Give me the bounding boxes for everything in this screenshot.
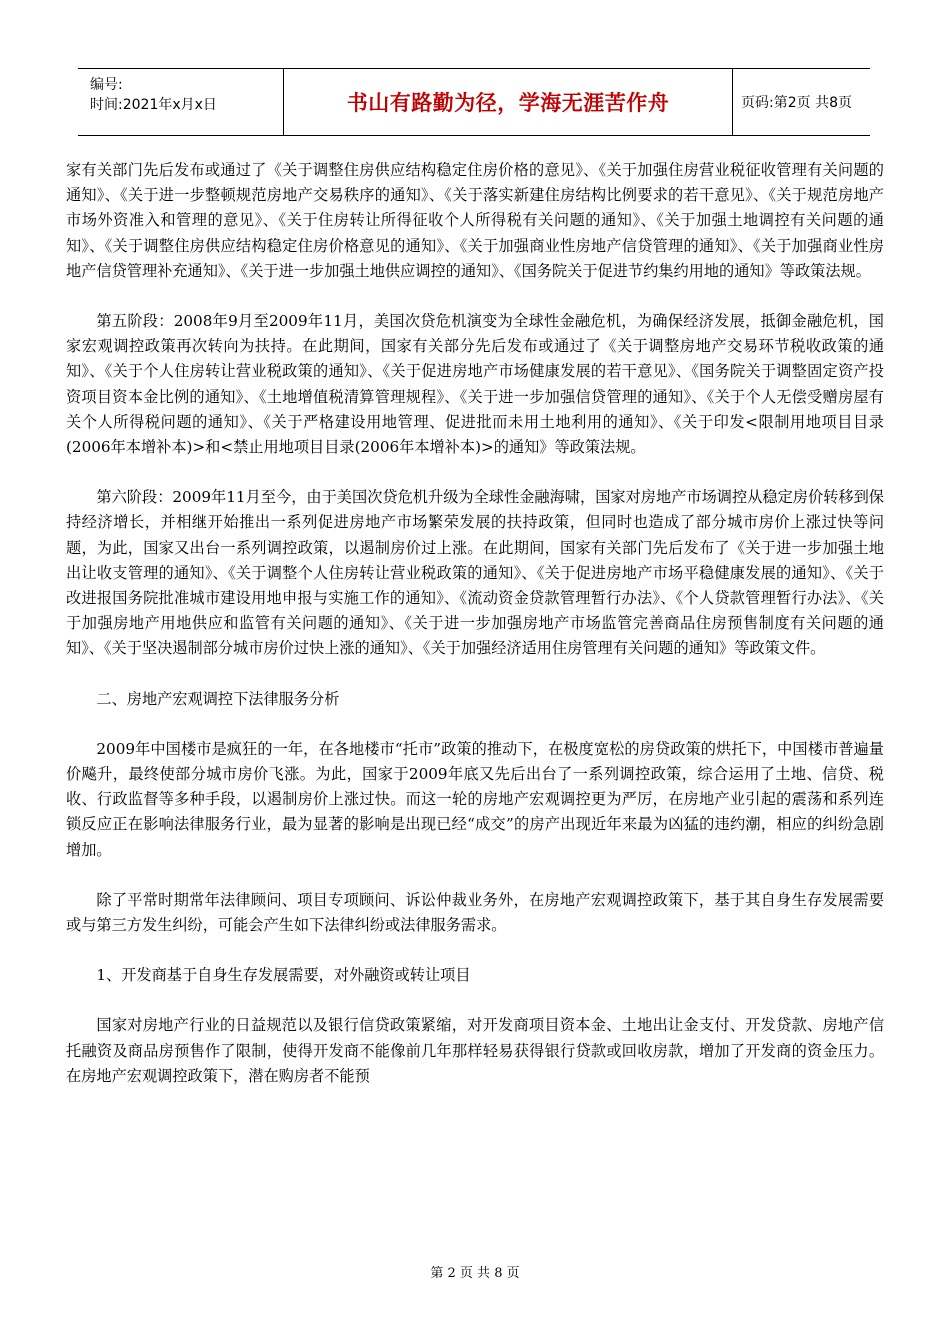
paragraph-financing: 国家对房地产行业的日益规范以及银行信贷政策紧缩，对开发商项目资本金、土地出让金支付、开发贷款、房地产信托融资及商品房预售作了限制，使得开发商不能像前几年那样轻易获得银行贷款或回收房款，增加了开发商的资金压力。在房地产宏观调控政策下，潜在购房者不能预: [66, 1016, 884, 1085]
header-motto: 书山有路勤为径，学海无涯苦作舟: [346, 91, 670, 115]
paragraph-stage-5: 第五阶段：2008年9月至2009年11月，美国次贷危机演变为全球性金融危机，为确保经济发展，抵御金融危机，国家宏观调控政策再次转向为扶持。在此期间，国家有关部分先后发布或通过了《关于调整房地产交易环节税收政策的通知》、《关于个人住房转让营业税政策的通知》、《关于促进房地产市场健康发展的若干意见》、《国务院关于调整固定资产投资项目资本金比例的通知》、《土地增值税清算管理规程》、《关于进一步加强信贷管理的通知》、《关于个人无偿受赠房屋有关个人所得税问题的通知》、《关于严格建设用地管理、促进批而未用土地利用的通知》、《关于印发<限制用地项目目录(2006年本增补本)>和<禁止用地项目目录(2006年本增补本)>的通知》等政策法规。: [66, 312, 884, 457]
paragraph-legal-demand: 除了平常时期常年法律顾问、项目专项顾问、诉讼仲裁业务外，在房地产宏观调控政策下，基于其自身生存发展需要或与第三方发生纠纷，可能会产生如下法律纠纷或法律服务需求。: [66, 890, 884, 935]
document-time-label: 时间:2021年x月x日: [90, 97, 217, 113]
page-footer: 第 2 页 共 8 页: [430, 1266, 520, 1281]
paragraph-2009-market: 2009年中国楼市是疯狂的一年，在各地楼市“托市”政策的推动下，在极度宽松的房贷政策的烘托下，中国楼市普遍量价飚升，最终使部分城市房价飞涨。为此，国家于2009年底又先后出台了一系列调控政策，综合运用了土地、信贷、税收、行政监督等多种手段，以遏制房价上涨过快。而这一轮的房地产宏观调控更为严厉，在房地产业引起的震荡和系列连锁反应正在影响法律服务行业，最为显著的影响是出现已经“成交”的房产出现近年来最为凶猛的违约潮，相应的纠纷急剧增加。: [66, 739, 884, 859]
section-heading: 二、房地产宏观调控下法律服务分析: [96, 689, 340, 708]
document-body: [66, 158, 884, 1089]
document-number-label: 编号:: [90, 77, 123, 93]
paragraph-stage-6: 第六阶段：2009年11月至今，由于美国次贷危机升级为全球性金融海啸，国家对房地产市场调控从稳定房价转移到保持经济增长，并相继开始推出一系列促进房地产市场繁荣发展的扶持政策，但同时也造成了部分城市房价上涨过快等问题，为此，国家又出台一系列调控政策，以遏制房价过上涨。在此期间，国家有关部门先后发布了《关于进一步加强土地出让收支管理的通知》、《关于调整个人住房转让营业税政策的通知》、《关于促进房地产市场平稳健康发展的通知》、《关于改进报国务院批准城市建设用地申报与实施工作的通知》、《流动资金贷款管理暂行办法》、《个人贷款管理暂行办法》、《关于加强房地产用地供应和监管有关问题的通知》、《关于进一步加强房地产市场监管完善商品住房预售制度有关问题的通知》、《关于坚决遏制部分城市房价过快上涨的通知》、《关于加强经济适用住房管理有关问题的通知》等政策文件。: [66, 488, 884, 658]
subsection-heading-1: 1、开发商基于自身生存发展需要，对外融资或转让项目: [96, 966, 471, 985]
header-motto-cell: [283, 69, 733, 135]
header-page-cell: [733, 69, 870, 135]
paragraph-1: 家有关部门先后发布或通过了《关于调整住房供应结构稳定住房价格的意见》、《关于加强住房营业税征收管理有关问题的通知》、《关于进一步整顿规范房地产交易秩序的通知》、《关于落实新建住房结构比例要求的若干意见》、《关于规范房地产市场外资准入和管理的意见》、《关于住房转让所得征收个人所得税有关问题的通知》、《关于加强土地调控有关问题的通知》、《关于调整住房供应结构稳定住房价格意见的通知》、《关于加强商业性房地产信贷管理的通知》、《关于加强商业性房地产信贷管理补充通知》、《关于进一步加强土地供应调控的通知》、《国务院关于促进节约集约用地的通知》等政策法规。: [66, 161, 884, 280]
header-meta-cell: [78, 69, 283, 135]
header-page-label: 页码:第2页 共8页: [741, 95, 852, 111]
page-header-table: [78, 68, 870, 136]
